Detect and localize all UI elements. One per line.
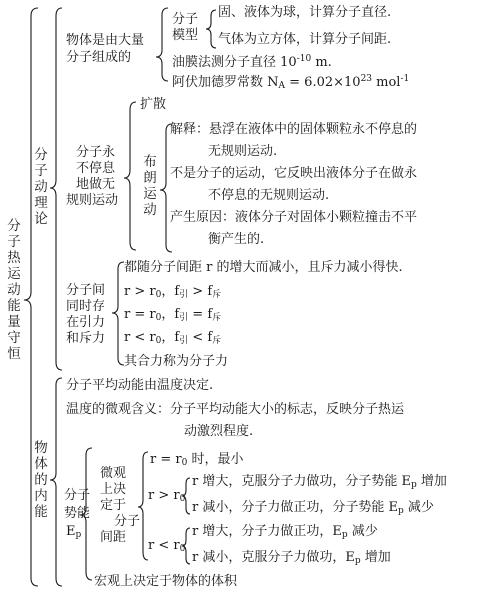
motion-label-2: 不停息 — [76, 161, 116, 176]
potential-minimum: r = r0 时，最小 — [150, 452, 244, 468]
brownian-explain-2: 无规则运动. — [208, 144, 278, 159]
brace-internal — [50, 378, 62, 586]
potential-label-2: 势能 — [64, 506, 91, 521]
potential-macro: 宏观上决定于物体的体积 — [94, 574, 238, 589]
forces-case-gt: r > r0，f引 > f斥 — [124, 284, 222, 300]
avogadro-constant: 阿伏加德罗常数 NA = $6.02\times 10^{23}$ mol$^{-1}$ — [172, 74, 410, 91]
oil-film-method: 油膜法测分子直径 $10^{-10}$ m. — [172, 54, 332, 70]
model-label-2: 模型 — [172, 28, 199, 43]
brace-brownian — [160, 124, 172, 252]
potential-lt-decrease: r 减小，克服分子力做功，Ep 增加 — [192, 550, 391, 566]
root-label: 分子热运动能量守恒 — [7, 218, 21, 362]
internal-energy-label: 物体的内能 — [34, 440, 48, 520]
motion-label-4: 规则运动 — [66, 193, 119, 208]
micro-label-2: 上决 — [100, 482, 127, 497]
forces-label-2: 同时存 — [66, 299, 106, 314]
kinetic-energy: 分子平均动能由温度决定. — [66, 378, 214, 393]
micro-label-1: 微观 — [100, 466, 127, 481]
diffusion: 扩散 — [140, 97, 167, 112]
model-item-2: 气体为立方体，计算分子间距. — [218, 32, 392, 47]
potential-label-3: Ep — [66, 524, 82, 540]
brownian-explain-1: 解释：悬浮在液体中的固体颗粒永不停息的 — [170, 122, 418, 137]
potential-gt-decrease: r 减小，分子力做正功，分子势能 Ep 减少 — [192, 500, 434, 516]
potential-gt-label: r > r0 — [148, 488, 186, 504]
composition-label-1: 物体是由大量 — [66, 33, 145, 48]
model-label-1: 分子 — [172, 12, 199, 27]
theory-label: 分子动理论 — [34, 147, 48, 227]
brace-motion — [124, 102, 136, 250]
forces-label-1: 分子间 — [66, 283, 106, 298]
brownian-cause-2: 衡产生的. — [208, 232, 265, 247]
micro-label-5: 间距 — [100, 530, 127, 545]
brownian-not-1: 不是分子的运动，它反映出液体分子在做永 — [170, 166, 418, 181]
brownian-not-2: 不停息的无规则运动. — [208, 188, 330, 203]
potential-lt-increase: r 增大，分子力做正功，Ep 减少 — [192, 524, 378, 540]
model-item-1: 固、液体为球，计算分子直径. — [218, 5, 392, 20]
brownian-label: 布朗运动 — [143, 154, 157, 218]
potential-gt-increase: r 增大，克服分子力做功，分子势能 Ep 增加 — [192, 474, 447, 490]
potential-lt-label: r < r0 — [148, 538, 186, 554]
forces-case-eq: r = r0，f引 = f斥 — [124, 307, 222, 323]
forces-label-4: 和斥力 — [66, 331, 106, 346]
micro-label-4: 分子 — [114, 514, 141, 529]
micro-label-3: 定于 — [100, 498, 127, 513]
brownian-cause-1: 产生原因：液体分子对固体小颗粒撞击不平 — [170, 210, 418, 225]
temperature-meaning-2: 动激烈程度. — [184, 424, 254, 439]
forces-case-lt: r < r0，f引 < f斥 — [124, 330, 222, 346]
forces-decrease: 都随分子间距 r 的增大而减小，且斥力减小得快. — [124, 260, 403, 275]
temperature-meaning-1: 温度的微观含义：分子平均动能大小的标志，反映分子热运 — [66, 402, 405, 417]
motion-label-3: 地做无 — [76, 177, 116, 192]
motion-label-1: 分子永 — [76, 145, 116, 160]
brace-forces — [112, 262, 124, 365]
brace-theory — [50, 8, 62, 370]
forces-label-3: 在引力 — [66, 315, 106, 330]
brace-composition — [156, 8, 168, 81]
forces-resultant: 其合力称为分子力 — [124, 354, 229, 369]
brace-micro — [138, 452, 148, 560]
composition-label-2: 分子组成的 — [66, 50, 132, 65]
brace-model — [206, 10, 216, 48]
potential-label-1: 分子 — [64, 488, 91, 503]
